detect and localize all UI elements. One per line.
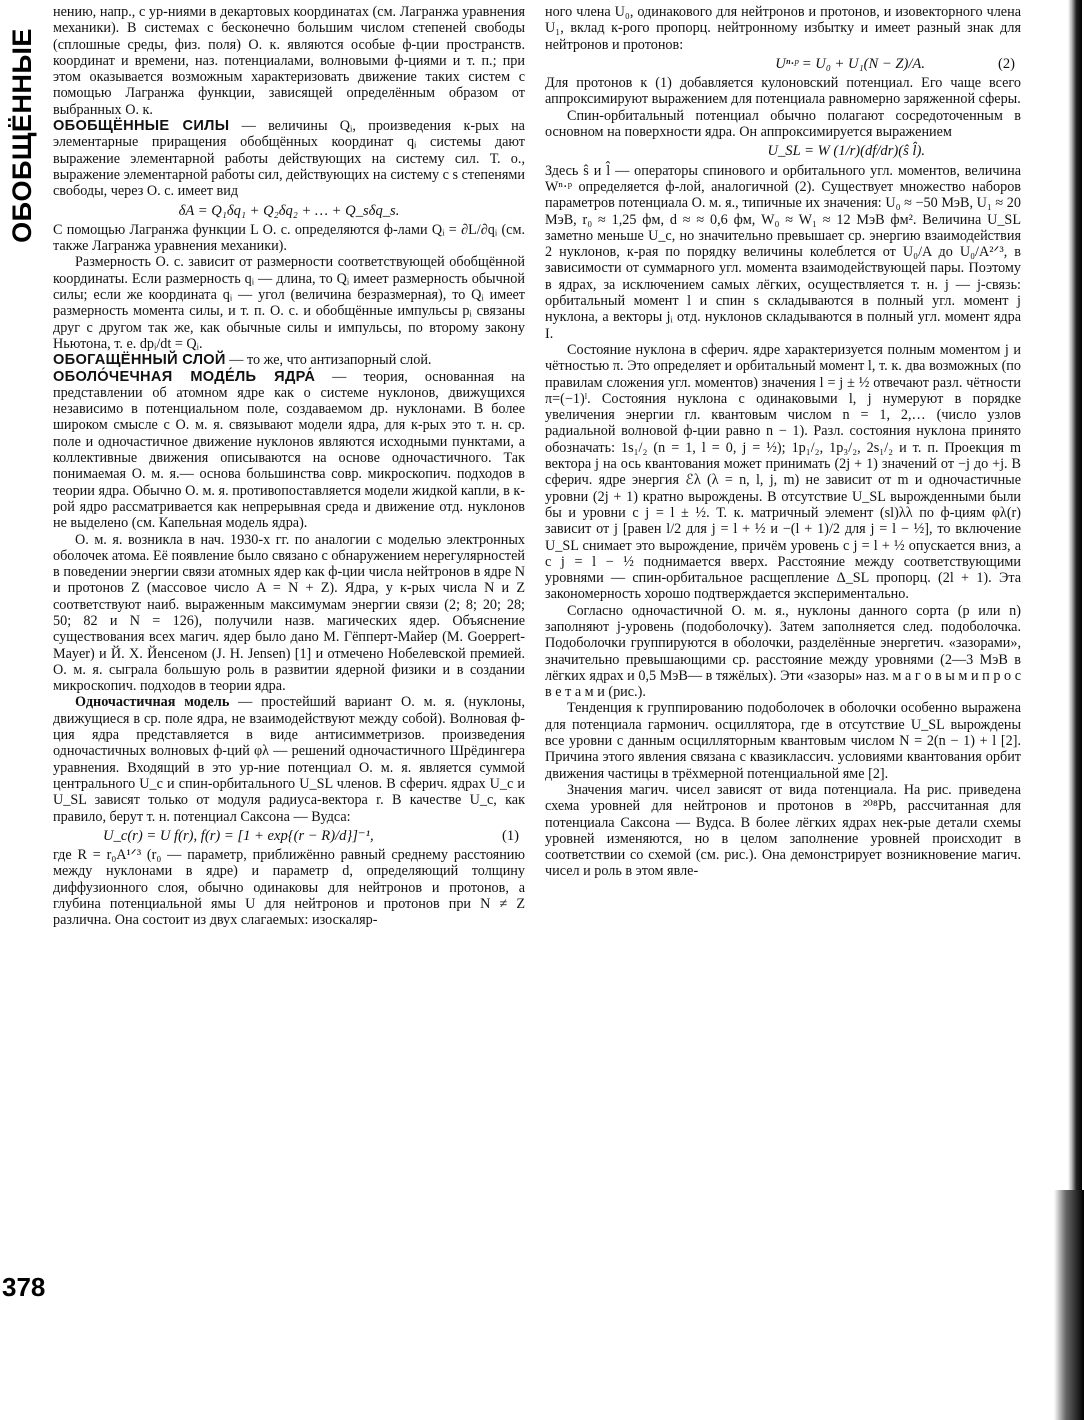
- paragraph: Размерность О. с. зависит от размерности соответствующей обобщённой координаты. Если размерность qᵢ — длина, то Qᵢ имеет размерность обычной силы; если же координата qᵢ — угол (величина безразмерная), то Qᵢ имеет размерность момента силы, и т. п. О. с. и обобщённые импульсы pᵢ связаны друг с другом так же, как обычные силы и импульсы, по второму закону Ньютона, т. е. dpᵢ/dt = Qᵢ.: [53, 254, 525, 352]
- entry-obolochechnaya-model: [53, 369, 525, 532]
- paragraph: Здесь ŝ и l̂ — операторы спинового и орбитального угл. моментов, величина Wⁿ·ᵖ определяется ф-лой, аналогичной (2). Существует множество наборов параметров потенциала О. м. я., типичные их значения: U₀ ≈ −50 МэВ, U₁ ≈ 20 МэВ, r₀ ≈ 1,25 фм, d ≈ ≈ 0,6 фм, W₀ ≈ W₁ ≈ 12 МэВ фм². Величина U_SL заметно меньше U_c, но значительно превышает ср. энергию взаимодействия 2 нуклонов, к-рая по порядку величины колеблется от U₀/A до U₀/A²ᐟ³, в зависимости от суммарного угл. момента взаимодействующей пары. Поэтому в ядрах, за исключением самых лёгких, осуществляется т. н. j — j-связь: орбитальный момент l и спин s складываются в полный угл. момент j нуклона, а векторы jᵢ отд. нуклонов складываются в полный угл. момент ядра I.: [545, 162, 1021, 342]
- page-edge-shadow-bottom: [1054, 1190, 1084, 1420]
- paragraph-single-particle: [53, 694, 525, 824]
- paragraph: Согласно одночастичной О. м. я., нуклоны данного сорта (p или n) заполняют j-уровень (подоболочку). Затем заполняется след. подоболочка. Подоболочки группируются в оболочки, разделённые энергетич. «зазорами», значительно превышающими ср. расстояние между уровнями (2—3 МэВ в лёгких ядрах и 0,5 МэВ— в тяжёлых). Эти «зазоры» наз. м а г о в ы м и п р о с в е т а м и (рис.).: [545, 602, 1021, 701]
- equation-isospin: [545, 56, 1021, 72]
- paragraph: С помощью Лагранжа функции L О. с. определяются ф-лами Qᵢ = ∂L/∂qᵢ (см. также Лагранжа уравнения механики).: [53, 221, 525, 255]
- paragraph: Состояние нуклона в сферич. ядре характеризуется полным моментом j и чётностью π. Это определяет и орбитальный момент l, т. к. два возможных (по правилам сложения угл. моментов) значения l = j ± ½ отвечают разл. чётности π=(−1)ˡ. Состояния нуклона с одинаковыми l, j нумеруют в порядке увеличения энергии гл. квантовым числом n = 1, 2,… (число узлов радиальной волновой ф-ции равно n − 1). Разл. состояния нуклона принято обозначать: 1s₁/₂ (n = 1, l = 0, j = ½); 1p₁/₂, 1p₃/₂, 2s₁/₂ и т. п. Проекция m вектора j на ось квантования может принимать (2j + 1) значений от −j до +j. В сферич. ядре энергия ℰλ (λ = n, l, j, m) не зависит от m и одночастичные уровни (2j + 1) кратно вырождены. В отсутствие U_SL вырожденными были бы и уровни с j = l ± ½. Т. к. матричный элемент (sl)λλ по ф-циям φλ(r) зависит от j [равен l/2 для j = l + ½ и −(l + 1)/2 для j = l − ½], то включение U_SL снимает это вырождение, причём уровень с j = l + ½ опускается вниз, а с j = l − ½ поднимается вверх. Расстояние между соответствующими уровнями — спин-орбитальное расщепление Δ_SL пропорц. (2l + 1). Эта закономерность хорошо подтверждается экспериментально.: [545, 341, 1021, 603]
- equation-number: (1): [501, 827, 519, 844]
- paragraph-text: — простейший вариант О. м. я. (нуклоны, движущиеся в ср. поле ядра, не взаимодействуют между собой). Волновая ф-ция ядра представляется в виде антисимметризов. произведения одночастичных волновых ф-ций φλ — решений одночастичного Шрёдингера уравнения. Входящий в это ур-ние потенциал О. м. я. является суммой центрального U_c и спин-орбитального U_SL членов. В сферич. ядрах U_c и U_SL зависят только от модуля радиуса-вектора r. В качестве U_c, как правило, берут т. н. потенциал Саксона — Вудса:: [53, 694, 525, 825]
- paragraph: Спин-орбитальный потенциал обычно полагают сосредоточенным в основном на поверхности ядра. Он аппроксимируется выражением: [545, 107, 1021, 141]
- right-column: [545, 4, 1021, 1414]
- paragraph: Тенденция к группированию подоболочек в оболочки особенно выражена для потенциала гармонич. осциллятора, где в отсутствие U_SL вырождены все уровни с данным осцилляторным квантовым числом N = 2(n − 1) + l [2]. Причина этого явления связана с квазиклассич. условиями квантования орбит движения частицы в трёхмерной потенциальной яме [2].: [545, 700, 1021, 782]
- paragraph: Для протонов к (1) добавляется кулоновский потенциал. Его чаще всего аппроксимируют выражением для потенциала равномерно заряженной сферы.: [545, 75, 1021, 108]
- running-header: [6, 27, 38, 243]
- equation-woods-saxon: [53, 828, 525, 844]
- running-header-text: ОБОБЩЁННЫЕ: [6, 27, 37, 243]
- equation-body: U_c(r) = U f(r), f(r) = [1 + exp{(r − R)/d}]⁻¹,: [103, 827, 374, 844]
- paragraph: нению, напр., с ур-ниями в декартовых координатах (см. Лагранжа уравнения механики). В системах с бесконечно большим числом степеней свободы (сплошные среды, физ. поля) О. к. являются особые ф-ции пространств. координат и времени, наз. потенциалами, волновыми ф-циями и т. п.; при этом оказывается возможным характеризовать движение таких систем с помощью Лагранжа функции, зависящей определённым образом от выбранных О. к.: [53, 4, 525, 118]
- page-number: 378: [2, 1272, 46, 1302]
- equation-spin-orbit: U_SL = W (1/r)(df/dr)(ŝ l̂).: [767, 143, 925, 160]
- equation-number: (2): [997, 55, 1015, 72]
- equation-work: δA = Q₁δq₁ + Q₂δq₂ + … + Q_sδq_s.: [178, 202, 400, 219]
- entry-heading: ОБОБЩЁННЫЕ СИЛЫ: [53, 118, 230, 135]
- left-column: [53, 4, 525, 1414]
- equation-body: Uⁿ·ᵖ = U₀ + U₁(N − Z)/A.: [775, 55, 925, 72]
- entry-text: — теория, основанная на представлении об атомном ядре как о системе нуклонов, движущихся независимо в потенциальном поле, создаваемом др. нуклонами. В более широком смысле с О. м. я. связывают модели ядра, для к-рых это т. н. ср. поле и одночастичное движение нуклонов являются исходными пунктами, а коллективные движения описываются на основе одночастичного. Так понимаемая О. м. я.— основа большинства совр. микроскопич. подходов в теории ядра. Обычно О. м. я. противопоставляется модели жидкой капли, в к-рой ядро рассматривается как непрерывная среда и движение отд. нуклонов не выделено (см. Капельная модель ядра).: [53, 368, 525, 532]
- entry-obobshchennye-sily: [53, 118, 525, 199]
- entry-text: — величины Qᵢ, произведения к-рых на элементарные приращения обобщённых координат qᵢ системы дают выражение элементарной работы действующих на систему сил. Т. о., выражение элементарной работы сил, действующих на систему с s степенями свободы, через О. с. имеет вид: [53, 118, 525, 200]
- entry-obogashchennyi-sloi: [53, 352, 525, 368]
- paragraph: Значения магич. чисел зависят от вида потенциала. На рис. приведена схема уровней для нейтронов и протонов в ²⁰⁸Pb, рассчитанная для потенциала Саксона — Вудса. В более лёгких ядрах нек-рые детали схемы уровней изменяются, но в целом заполнение уровней происходит в соответствии со схемой (см. рис.). Она демонстрирует возникновение магич. чисел и роль в этом явле-: [545, 781, 1021, 880]
- keyword: Одночастичная модель: [75, 694, 230, 711]
- paragraph: где R = r₀A¹ᐟ³ (r₀ — параметр, приближённо равный среднему расстоянию между нуклонами в ядре) и параметр d, определяющий толщину диффузионного слоя, обычно одинаковы для нейтронов и протонов, а глубина потенциальной ямы U для нейтронов и протонов при N ≠ Z различна. Она состоит из двух слагаемых: изоскаляр-: [53, 847, 525, 929]
- paragraph: ного члена U₀, одинакового для нейтронов и протонов, и изовекторного члена U₁, вклад к-рого пропорц. нейтронному избытку и имеет разный знак для нейтронов и протонов:: [545, 4, 1021, 53]
- paragraph: О. м. я. возникла в нач. 1930-х гг. по аналогии с моделью электронных оболочек атома. Её появление было связано с обнаружением нерегулярностей в поведении энергии связи атомных ядер как ф-ции числа нейтронов в ядре N и протонов Z (массовое число A = N + Z). Ядра, у к-рых числа N и Z соответствуют наиб. выраженным максимумам энергии связи (2; 8; 20; 28; 50; 82 и N = 126), получили назв. магических ядер. Объяснение существования всех магич. ядер было дано М. Гёпперт-Майер (M. Goeppert-Mayer) и Й. Х. Йенсеном (J. H. Jensen) [1] и отмечено Нобелевской премией. О. м. я. сыграла большую роль в развитии ядерной физики и в создании микроскопич. подходов в теории ядра.: [53, 531, 525, 695]
- entry-heading: ОБОГАЩЁННЫЙ СЛОЙ: [53, 352, 226, 369]
- entry-text: — то же, что антизапорный слой.: [225, 352, 432, 369]
- entry-heading: ОБОЛО́ЧЕЧНАЯ МОДЕ́ЛЬ ЯДРА́: [53, 368, 316, 385]
